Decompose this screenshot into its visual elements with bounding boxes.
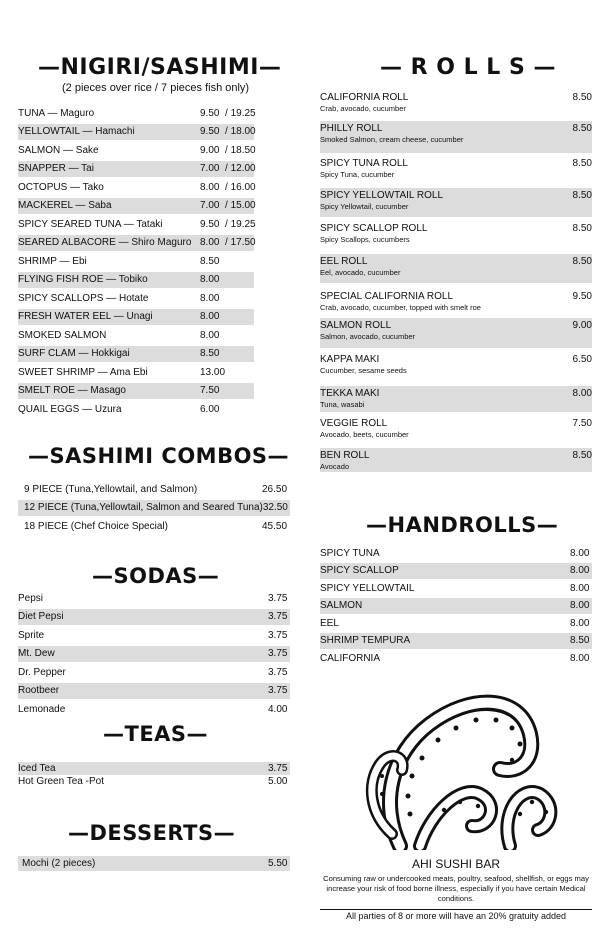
nigiri-row-name: YELLOWTAIL — Hamachi (18, 126, 135, 137)
roll-item (320, 448, 592, 472)
roll-item (320, 352, 592, 382)
roll-name: SPICY TUNA ROLL (320, 158, 408, 169)
soda-row-name: Dr. Pepper (18, 666, 66, 678)
roll-item (320, 318, 592, 348)
roll-name: CALIFORNIA ROLL (320, 92, 409, 103)
tea-row (18, 762, 290, 775)
tea-row-price: 3.75 (268, 763, 288, 774)
nigiri-row-name: SWEET SHRIMP — Ama Ebi (18, 366, 148, 378)
nigiri-row (18, 124, 254, 140)
combo-row (18, 481, 290, 497)
nigiri-row (18, 142, 254, 158)
soda-row (18, 664, 290, 680)
roll-name: SPICY SCALLOP ROLL (320, 223, 428, 234)
handroll-row-price: 8.00 (570, 565, 590, 576)
roll-description: Avocado, beets, cucumber (320, 430, 409, 439)
nigiri-row-name: OCTOPUS — Tako (18, 181, 104, 193)
nigiri-row-name: TUNA — Maguro (18, 107, 95, 119)
nigiri-row (18, 309, 254, 325)
roll-item (320, 289, 592, 319)
roll-price: 8.50 (572, 190, 592, 201)
nigiri-row-price: 8.50 (200, 348, 220, 359)
handroll-row-name: SPICY YELLOWTAIL (320, 582, 415, 594)
handroll-row-name: SPICY TUNA (320, 547, 380, 559)
soda-row-price: 3.75 (268, 611, 288, 622)
roll-price: 6.50 (572, 354, 592, 365)
combos-title: —SASHIMI COMBOS— (28, 444, 290, 468)
roll-description: Avocado (320, 462, 350, 471)
roll-name: SPECIAL CALIFORNIA ROLL (320, 291, 454, 302)
nigiri-row (18, 198, 254, 214)
handroll-row-name: SHRIMP TEMPURA (320, 635, 411, 646)
nigiri-row-price: 7.00 / 15.00 (200, 200, 256, 211)
combo-row-name: 12 PIECE (Tuna,Yellowtail, Salmon and Seared Tuna) (24, 502, 263, 513)
handroll-row (320, 598, 592, 614)
soda-row-price: 3.75 (268, 648, 288, 659)
handroll-row-price: 8.00 (570, 600, 590, 611)
nigiri-row (18, 364, 254, 380)
handroll-row-name: SPICY SCALLOP (320, 565, 399, 576)
nigiri-row-name: SNAPPER — Tai (18, 163, 94, 174)
combo-row-name: 18 PIECE (Chef Choice Special) (24, 520, 168, 532)
dessert-row-name: Mochi (2 pieces) (22, 858, 96, 869)
nigiri-row-name: SURF CLAM — Hokkigai (18, 348, 130, 359)
roll-name: VEGGIE ROLL (320, 418, 388, 429)
handroll-row-name: EEL (320, 617, 339, 629)
dessert-row (18, 856, 290, 871)
combo-row (18, 518, 290, 534)
nigiri-row-price: 9.50 / 19.25 (200, 107, 256, 119)
roll-name: KAPPA MAKI (320, 354, 380, 365)
nigiri-row-price: 7.50 (200, 385, 220, 396)
handroll-row-price: 8.00 (570, 582, 590, 594)
combo-row-price: 26.50 (262, 483, 288, 495)
nigiri-row (18, 383, 254, 399)
roll-name: SPICY YELLOWTAIL ROLL (320, 190, 444, 201)
nigiri-row-name: SPICY SEARED TUNA — Tataki (18, 218, 163, 230)
soda-row (18, 646, 290, 662)
soda-row-name: Sprite (18, 629, 45, 641)
nigiri-row (18, 253, 254, 269)
roll-item (320, 221, 592, 252)
roll-price: 8.50 (572, 256, 592, 267)
nigiri-row (18, 216, 254, 232)
roll-price: 9.50 (572, 291, 592, 302)
roll-price: 8.50 (572, 92, 592, 103)
combo-row-name: 9 PIECE (Tuna,Yellowtail, and Salmon) (24, 483, 198, 495)
soda-row (18, 627, 290, 643)
nigiri-row-price: 8.50 (200, 255, 220, 267)
nigiri-row (18, 327, 254, 343)
roll-name: PHILLY ROLL (320, 123, 383, 134)
roll-description: Tuna, wasabi (320, 400, 365, 409)
nigiri-subtitle: (2 pieces over rice / 7 pieces fish only) (62, 82, 250, 94)
roll-item (320, 188, 592, 217)
desserts-title: —DESSERTS— (68, 821, 236, 845)
handroll-row-price: 8.00 (570, 652, 590, 664)
roll-price: 7.50 (572, 418, 592, 429)
nigiri-row (18, 105, 254, 121)
nigiri-title: —NIGIRI/SASHIMI— (38, 55, 282, 80)
roll-description: Spicy Yellowtail, cucumber (320, 202, 409, 211)
tea-row-name: Iced Tea (18, 763, 56, 774)
roll-description: Smoked Salmon, cream cheese, cucumber (320, 135, 464, 144)
handroll-row-price: 8.00 (570, 617, 590, 629)
handrolls-title: —HANDROLLS— (366, 513, 559, 537)
tea-row-name: Hot Green Tea -Pot (18, 776, 104, 787)
footer-divider (320, 909, 592, 910)
nigiri-row-name: SMOKED SALMON (18, 329, 107, 341)
nigiri-row-price: 8.00 (200, 311, 220, 322)
roll-description: Spicy Tuna, cucumber (320, 170, 395, 179)
roll-description: Crab, avocado, cucumber, topped with smelt roe (320, 303, 481, 312)
nigiri-row (18, 179, 254, 195)
combo-row (18, 500, 290, 516)
handroll-row (320, 580, 592, 596)
soda-row-price: 3.75 (268, 629, 288, 641)
combo-row-price: 32.50 (262, 502, 288, 513)
nigiri-row-price: 9.00 / 18.50 (200, 144, 256, 156)
nigiri-row (18, 346, 254, 362)
nigiri-row-price: 8.00 / 17.50 (200, 237, 256, 248)
roll-description: Spicy Scallops, cucumbers (320, 235, 410, 244)
nigiri-row-price: 8.00 / 16.00 (200, 181, 256, 193)
health-warning: Consuming raw or undercooked meats, poultry, seafood, shellfish, or eggs may increase your risk of food borne illness, especially if you have certain Medical conditions. (323, 874, 589, 903)
nigiri-row-name: FRESH WATER EEL — Unagi (18, 311, 153, 322)
roll-item (320, 121, 592, 153)
soda-row (18, 590, 290, 606)
roll-price: 8.50 (572, 123, 592, 134)
soda-row-price: 3.75 (268, 592, 288, 604)
handroll-row (320, 633, 592, 649)
combo-row-price: 45.50 (262, 520, 288, 532)
nigiri-row (18, 290, 254, 306)
handroll-row-price: 8.50 (570, 635, 590, 646)
soda-row (18, 683, 290, 699)
nigiri-row (18, 272, 254, 288)
nigiri-row-price: 9.50 / 18.00 (200, 126, 256, 137)
nigiri-row-price: 7.00 / 12.00 (200, 163, 256, 174)
soda-row-name: Diet Pepsi (18, 611, 64, 622)
roll-price: 8.50 (572, 450, 592, 461)
nigiri-row-price: 8.00 (200, 329, 220, 341)
roll-description: Salmon, avocado, cucumber (320, 332, 416, 341)
nigiri-row-price: 9.50 / 19.25 (200, 218, 256, 230)
brand-name: AHI SUSHI BAR (411, 857, 501, 871)
handroll-row (320, 563, 592, 579)
roll-item (320, 90, 592, 120)
nigiri-row-name: SPICY SCALLOPS — Hotate (18, 292, 149, 304)
dessert-row-price: 5.50 (268, 858, 288, 869)
soda-row-name: Mt. Dew (18, 648, 55, 659)
gratuity-note: All parties of 8 or more will have an 20% gratuity added (345, 911, 567, 921)
soda-row-price: 4.00 (268, 703, 288, 715)
roll-name: TEKKA MAKI (320, 388, 380, 399)
roll-item (320, 254, 592, 283)
soda-row-name: Pepsi (18, 592, 44, 604)
nigiri-row-name: SALMON — Sake (18, 144, 99, 156)
roll-item (320, 416, 592, 444)
soda-row (18, 701, 290, 717)
rolls-title: — R O L L S — (380, 55, 556, 80)
handroll-row-price: 8.00 (570, 547, 590, 559)
roll-item (320, 156, 592, 186)
soda-row-price: 3.75 (268, 685, 288, 696)
nigiri-row-price: 13.00 (200, 366, 226, 378)
roll-name: BEN ROLL (320, 450, 370, 461)
nigiri-row-name: FLYING FISH ROE — Tobiko (18, 274, 148, 285)
handroll-row-name: SALMON (320, 600, 363, 611)
roll-price: 8.50 (572, 223, 592, 234)
soda-row-name: Rootbeer (18, 685, 60, 696)
nigiri-row-name: SMELT ROE — Masago (18, 385, 126, 396)
sodas-title: —SODAS— (92, 564, 220, 588)
nigiri-row (18, 235, 254, 251)
nigiri-row (18, 161, 254, 177)
handroll-row-name: CALIFORNIA (320, 652, 381, 664)
soda-row-name: Lemonade (18, 703, 66, 715)
nigiri-row-name: QUAIL EGGS — Uzura (18, 403, 122, 415)
nigiri-row-price: 8.00 (200, 274, 220, 285)
roll-description: Crab, avocado, cucumber (320, 104, 406, 113)
handroll-row (320, 615, 592, 631)
roll-price: 8.50 (572, 158, 592, 169)
roll-price: 8.00 (572, 388, 592, 399)
nigiri-row-price: 6.00 (200, 403, 220, 415)
tea-row (18, 775, 290, 788)
nigiri-row (18, 401, 254, 417)
nigiri-row-name: SHRIMP — Ebi (18, 255, 87, 267)
octopus-tentacles-icon (360, 664, 560, 850)
roll-name: SALMON ROLL (320, 320, 392, 331)
soda-row-price: 3.75 (268, 666, 288, 678)
nigiri-row-name: MACKEREL — Saba (18, 200, 112, 211)
tea-row-price: 5.00 (268, 776, 288, 787)
roll-item (320, 386, 592, 412)
soda-row (18, 609, 290, 625)
handroll-row (320, 545, 592, 561)
roll-name: EEL ROLL (320, 256, 368, 267)
roll-description: Eel, avocado, cucumber (320, 268, 401, 277)
roll-description: Cucumber, sesame seeds (320, 366, 407, 375)
roll-price: 9.00 (572, 320, 592, 331)
nigiri-row-price: 8.00 (200, 292, 220, 304)
nigiri-row-name: SEARED ALBACORE — Shiro Maguro (18, 237, 192, 248)
teas-title: —TEAS— (103, 722, 209, 746)
